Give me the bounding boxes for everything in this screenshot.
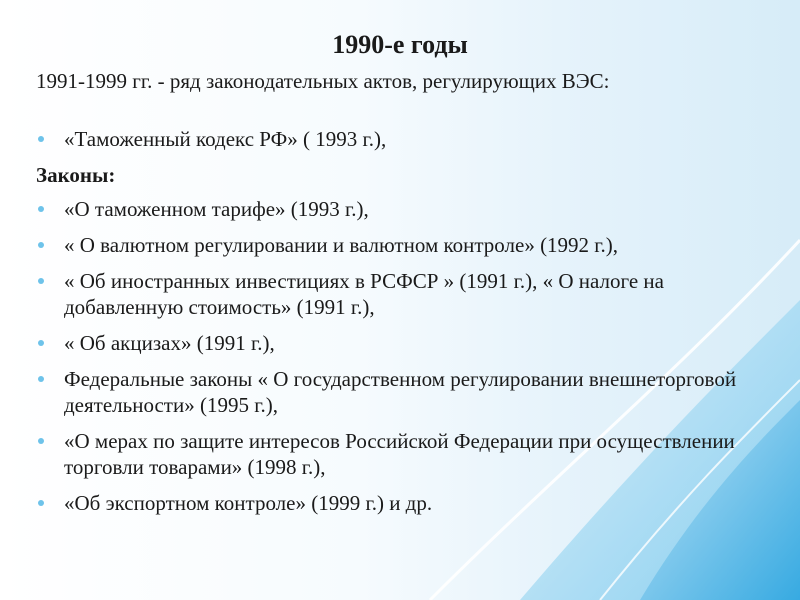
bullet-list-laws [36, 196, 776, 526]
list-item-text: « О валютном регулировании и валютном контроле» (1992 г.), [64, 233, 619, 257]
list-item-text: «О мерах по защите интересов Российской Федерации при осуществлении торговли товарами» (1998 г.), [64, 429, 735, 479]
bullet-list-codes [36, 126, 776, 162]
bullet-dot-icon [38, 376, 44, 382]
section-label-laws: Законы: [36, 163, 116, 187]
list-item-text: «О таможенном тарифе» (1993 г.), [64, 197, 369, 221]
bullet-dot-icon [38, 340, 44, 346]
list-item-text: «Таможенный кодекс РФ» ( 1993 г.), [64, 127, 387, 151]
list-item-text: Федеральные законы « О государственном регулировании внешнеторговой деятельности» (1995 г.), [64, 367, 737, 417]
bullet-dot-icon [38, 136, 44, 142]
bullet-dot-icon [38, 278, 44, 284]
list-item [36, 268, 776, 320]
bullet-dot-icon [38, 242, 44, 248]
bullet-dot-icon [38, 500, 44, 506]
bullet-dot-icon [38, 438, 44, 444]
slide-title: 1990-е годы [332, 30, 468, 59]
list-item-text: « Об акцизах» (1991 г.), [64, 331, 275, 355]
list-item-text: «Об экспортном контроле» (1999 г.) и др. [64, 491, 433, 515]
intro-text: 1991-1999 гг. - ряд законодательных актов, регулирующих ВЭС: [36, 69, 610, 93]
list-item [36, 490, 776, 516]
list-item [36, 196, 776, 222]
list-item-text: « Об иностранных инвестициях в РСФСР » (1991 г.), « О налоге на добавленную стоимость» (1991 г.), [64, 269, 664, 319]
list-item [36, 232, 776, 258]
list-item [36, 366, 776, 418]
list-item [36, 428, 776, 480]
list-item [36, 330, 776, 356]
bullet-dot-icon [38, 206, 44, 212]
list-item [36, 126, 776, 152]
